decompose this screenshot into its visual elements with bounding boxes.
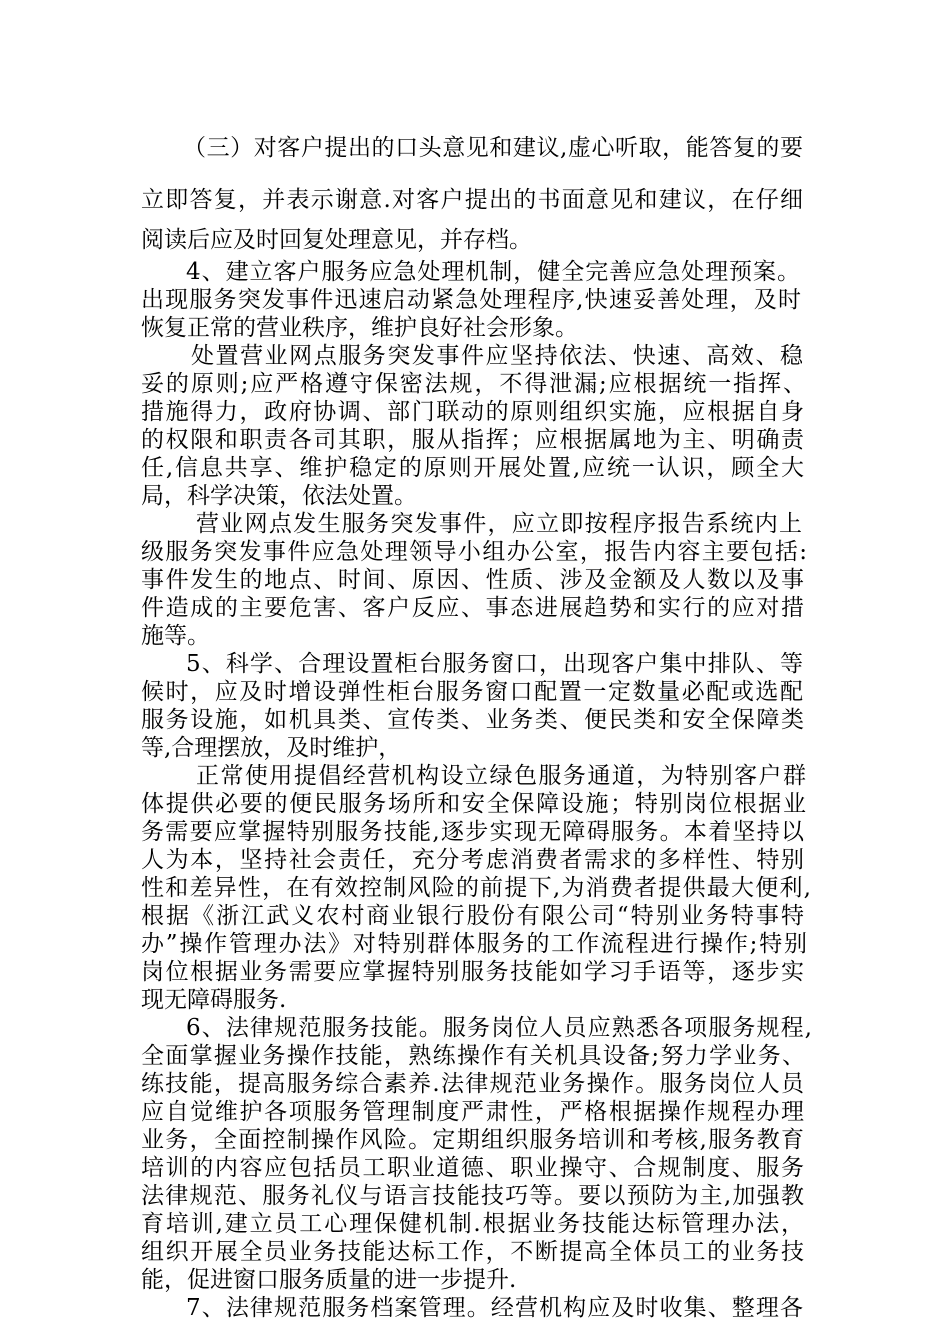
text-line: 全面掌握业务操作技能，熟练操作有关机具设备;努力学业务、 [141,1043,805,1069]
text-line: 5、科学、合理设置柜台服务窗口，出现客户集中排队、等 [186,651,803,677]
text-line: 等,合理摆放，及时维护， [141,735,402,761]
text-line: 业务，全面控制操作风险。定期组织服务培训和考核,服务教育 [141,1127,804,1153]
text-line: 件造成的主要危害、客户反应、事态进展趋势和实行的应对措 [141,595,804,621]
text-line: 能，促进窗口服务质量的进一步提升. [141,1267,517,1293]
text-line: 组织开展全员业务技能达标工作，不断提高全体员工的业务技 [141,1239,804,1265]
text-line: 4、建立客户服务应急处理机制，健全完善应急处理预案。 [186,259,800,285]
text-line: 法律规范、服务礼仪与语言技能技巧等。要以预防为主,加强教 [141,1183,804,1209]
text-line: 服务设施，如机具类、宣传类、业务类、便民类和安全保障类 [141,707,804,733]
text-line: 练技能，提高服务综合素养.法律规范业务操作。服务岗位人员 [141,1071,804,1097]
text-line: 营业网点发生服务突发事件，应立即按程序报告系统内上 [196,511,802,537]
text-line: 6、法律规范服务技能。服务岗位人员应熟悉各项服务规程, [186,1015,812,1041]
text-line: 育培训,建立员工心理保健机制.根据业务技能达标管理办法， [141,1211,804,1237]
text-line: 阅读后应及时回复处理意见，并存档。 [141,227,532,253]
text-line: 任,信息共享、维护稳定的原则开展处置,应统一认识，顾全大 [141,455,804,481]
text-line: 的权限和职责各司其职，服从指挥；应根据属地为主、明确责 [141,427,804,453]
text-line: 现无障碍服务. [141,987,287,1013]
text-line: 务需要应掌握特别服务技能,逐步实现无障碍服务。本着坚持以 [141,819,804,845]
text-line: 恢复正常的营业秩序，维护良好社会形象。 [141,315,578,341]
text-line: 人为本，坚持社会责任，充分考虑消费者需求的多样性、特别 [141,847,804,873]
text-line: 级服务突发事件应急处理领导小组办公室，报告内容主要包括: [141,539,807,565]
text-line: 岗位根据业务需要应掌握特别服务技能如学习手语等，逐步实 [141,959,804,985]
text-line: 7、法律规范服务档案管理。经营机构应及时收集、整理各 [186,1295,803,1321]
text-line: 事件发生的地点、时间、原因、性质、涉及金额及人数以及事 [141,567,804,593]
text-line: 培训的内容应包括员工职业道德、职业操守、合规制度、服务 [141,1155,804,1181]
text-line: 根据《浙江武义农村商业银行股份有限公司“特别业务特事特 [141,903,804,929]
text-line: （三）对客户提出的口头意见和建议,虚心听取，能答复的要 [183,135,803,161]
text-line: 局，科学决策，依法处置。 [141,483,417,509]
text-line: 办”操作管理办法》对特别群体服务的工作流程进行操作;特别 [141,931,807,957]
text-line: 立即答复，并表示谢意.对客户提出的书面意见和建议，在仔细 [141,187,803,213]
text-line: 正常使用提倡经营机构设立绿色服务通道，为特别客户群 [196,763,806,789]
text-line: 措施得力，政府协调、部门联动的原则组织实施，应根据自身 [141,399,804,425]
text-line: 妥的原则;应严格遵守保密法规，不得泄漏;应根据统一指挥、 [141,371,806,397]
text-line: 性和差异性，在有效控制风险的前提下,为消费者提供最大便利, [141,875,811,901]
text-line: 施等。 [141,623,210,649]
text-line: 应自觉维护各项服务管理制度严肃性，严格根据操作规程办理 [141,1099,804,1125]
text-line: 候时，应及时增设弹性柜台服务窗口配置一定数量必配或选配 [141,679,803,705]
text-line: 出现服务突发事件迅速启动紧急处理程序,快速妥善处理，及时 [141,287,801,313]
text-line: 体提供必要的便民服务场所和安全保障设施；特别岗位根据业 [141,791,806,817]
text-line: 处置营业网点服务突发事件应坚持依法、快速、高效、稳 [191,343,803,369]
